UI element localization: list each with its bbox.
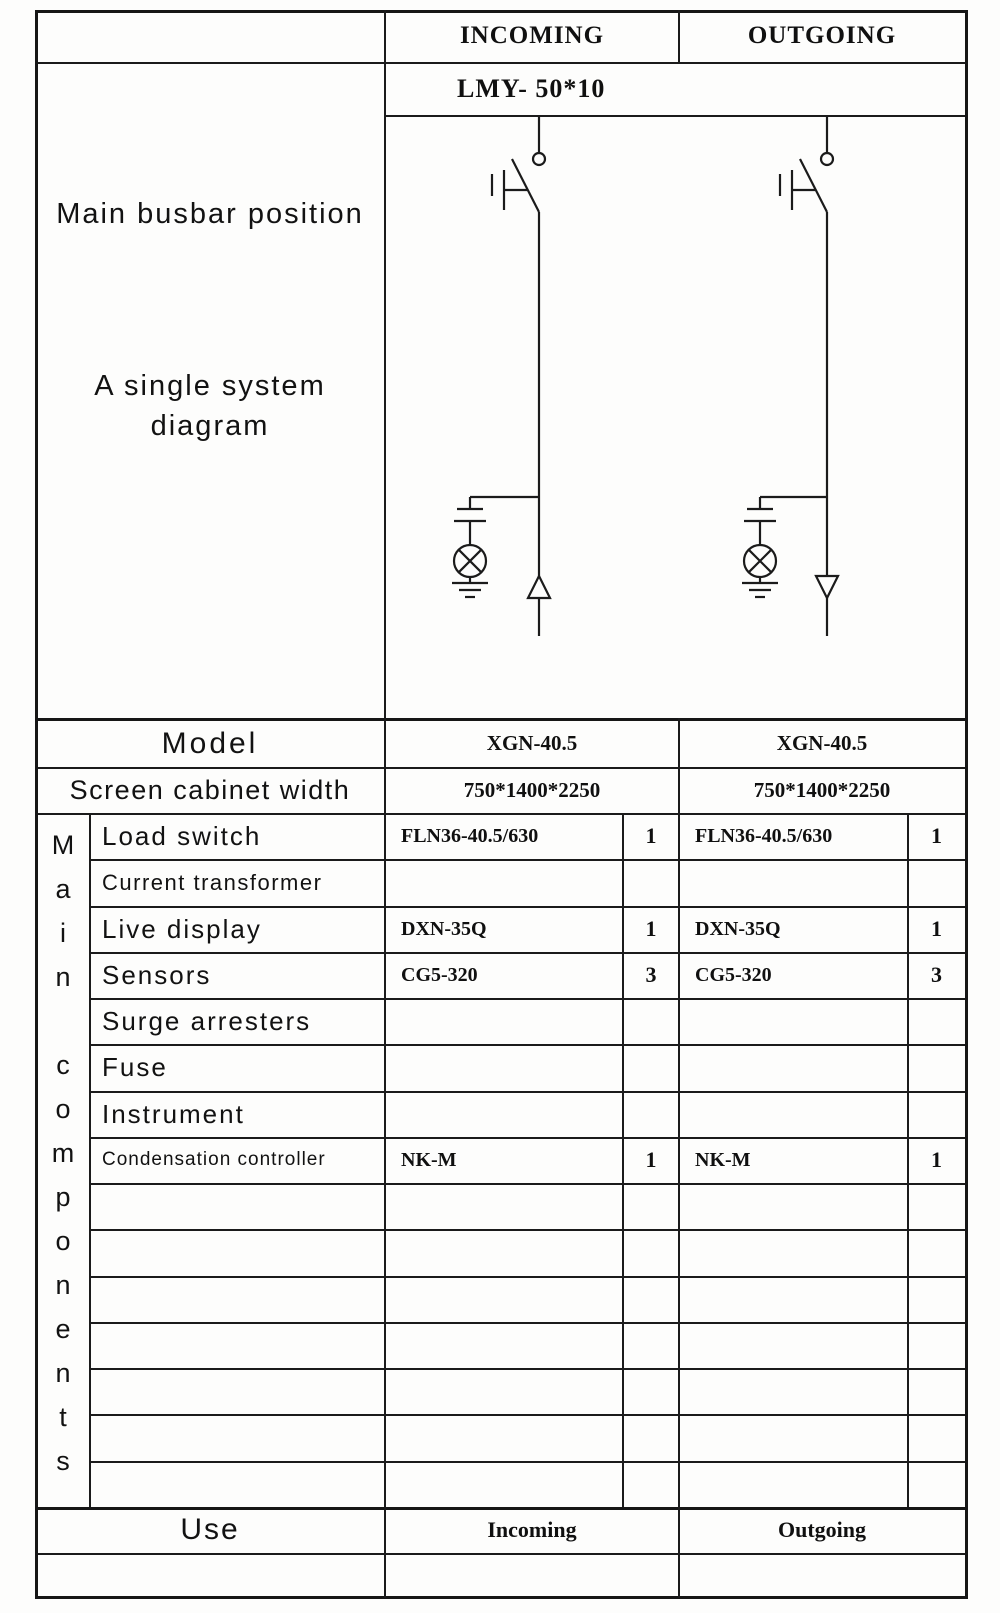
component-label [90,1322,385,1368]
outgoing-spec: CG5-320 [695,963,772,986]
component-row-fuse [90,1044,965,1091]
incoming-spec [385,1461,623,1507]
grid-line [35,718,965,721]
outgoing-qty [908,1276,965,1322]
incoming-qty [623,1229,679,1276]
component-label [90,1414,385,1461]
outgoing-qty [908,1368,965,1414]
outgoing-spec [679,1368,908,1414]
component-label [90,1461,385,1507]
incoming-spec [385,1044,623,1091]
incoming-qty [623,859,679,906]
component-label: Live display [102,913,262,944]
component-label: Fuse [102,1052,168,1082]
grid-line [35,767,965,769]
outgoing-qty [908,1229,965,1276]
outgoing-qty [908,1044,965,1091]
incoming-live-display-sensor-icon [454,497,486,545]
outgoing-contact-icon [821,153,833,165]
grid-line [90,1137,965,1139]
incoming-qty [623,1414,679,1461]
cabinet-width-label: Screen cabinet width [69,774,351,805]
outgoing-arrow-down-icon [816,576,838,598]
use-row-label: Use [180,1513,240,1546]
incoming-qty [623,1276,679,1322]
incoming-contact-icon [533,153,545,165]
outgoing-spec [679,1276,908,1322]
component-label: Current transformer [102,869,323,895]
grid-line [90,1368,965,1370]
outgoing-spec [679,1322,908,1368]
incoming-spec [385,1414,623,1461]
outgoing-qty: 1 [931,916,942,941]
outgoing-ground-icon [742,577,778,597]
model-row-label: Model [161,726,259,760]
component-row-sensors [90,952,965,998]
incoming-qty: 1 [645,823,657,848]
component-row-surge-arresters [90,998,965,1044]
incoming-lamp-icon [454,545,486,577]
component-row-empty [90,1414,965,1461]
grid-line [385,115,965,117]
component-row-empty [90,1368,965,1414]
outgoing-qty [908,1461,965,1507]
use-outgoing: Outgoing [777,1517,867,1542]
outgoing-qty: 1 [931,823,942,848]
incoming-qty [623,998,679,1044]
incoming-qty: 3 [645,962,657,987]
outgoing-live-display-sensor-icon [744,497,776,545]
outgoing-spec [679,1091,908,1137]
grid-line [907,813,909,1507]
component-label: Instrument [102,1098,245,1129]
grid-line [90,1229,965,1231]
incoming-qty [623,1322,679,1368]
component-row-load-switch [90,813,965,859]
component-row-condensation-controller [90,1137,965,1183]
component-row-empty [90,1229,965,1276]
incoming-qty: 1 [645,916,657,941]
incoming-qty [623,1091,679,1137]
incoming-spec [385,1276,623,1322]
incoming-switch-blade-icon [512,159,539,212]
single-system-diagram-label: A single system diagram [94,370,326,442]
grid-line [35,1507,965,1510]
outgoing-spec: DXN-35Q [695,917,781,940]
incoming-qty [623,1044,679,1091]
grid-line [90,1414,965,1416]
busbar-spec: LMY- 50*10 [457,73,606,103]
incoming-arrow-up-icon [528,576,550,598]
component-label [90,1276,385,1322]
component-row-empty [90,1461,965,1507]
incoming-feeder-diagram [452,115,550,636]
outgoing-qty: 1 [931,1147,942,1172]
grid-line [90,1183,965,1185]
table-border-bottom [35,1596,968,1599]
busbar-position-label: Main busbar position [56,198,364,230]
incoming-spec: FLN36-40.5/630 [401,824,539,847]
outgoing-spec [679,1183,908,1229]
incoming-qty [623,1461,679,1507]
component-label [90,1183,385,1229]
incoming-spec [385,859,623,906]
incoming-spec: CG5-320 [401,963,478,986]
incoming-spec [385,1368,623,1414]
outgoing-lamp-icon [744,545,776,577]
grid-line [678,10,680,62]
outgoing-spec [679,1044,908,1091]
grid-line [35,813,965,815]
grid-line [35,62,965,64]
grid-line [90,906,965,908]
incoming-spec: NK-M [401,1148,457,1171]
table-border-right [965,10,968,1599]
incoming-ground-icon [452,577,488,597]
outgoing-spec: NK-M [695,1148,751,1171]
grid-line [90,1461,965,1463]
incoming-spec [385,998,623,1044]
component-row-empty [90,1183,965,1229]
grid-line [90,1044,965,1046]
header-incoming: INCOMING [459,22,605,49]
outgoing-spec [679,859,908,906]
incoming-spec [385,1183,623,1229]
outgoing-spec [679,1229,908,1276]
component-row-current-transformer [90,859,965,906]
grid-line [622,813,624,1507]
incoming-spec [385,1322,623,1368]
cabinet-width-outgoing: 750*1400*2250 [753,777,891,802]
grid-line [384,10,386,1598]
outgoing-switch-blade-icon [800,159,827,212]
grid-line [90,998,965,1000]
incoming-qty: 1 [645,1147,657,1172]
grid-line [90,1322,965,1324]
grid-line [90,1091,965,1093]
component-label: Sensors [102,959,212,990]
main-components-strip [37,816,88,1504]
outgoing-qty [908,1183,965,1229]
table-border-top [35,10,968,13]
incoming-spec: DXN-35Q [401,917,487,940]
main-components-vertical-label: Main components [48,830,78,1490]
table-border-left [35,10,38,1599]
single-line-diagram [385,115,965,718]
outgoing-spec [679,1461,908,1507]
component-label [90,1368,385,1414]
outgoing-qty: 3 [931,962,942,987]
outgoing-qty [908,1322,965,1368]
component-label: Load switch [102,820,262,851]
incoming-spec [385,1229,623,1276]
outgoing-qty [908,859,965,906]
outgoing-qty [908,1414,965,1461]
component-row-live-display [90,906,965,952]
grid-line [89,813,91,1507]
component-row-empty [90,1276,965,1322]
grid-line [678,718,680,1598]
model-incoming: XGN-40.5 [486,731,578,755]
incoming-qty [623,1368,679,1414]
outgoing-spec: FLN36-40.5/630 [695,824,833,847]
incoming-qty [623,1183,679,1229]
component-label [90,1229,385,1276]
grid-line [90,1276,965,1278]
use-incoming: Incoming [487,1517,577,1542]
header-outgoing: OUTGOING [747,22,897,49]
outgoing-qty [908,1091,965,1137]
grid-line [90,859,965,861]
outgoing-qty [908,998,965,1044]
component-row-instrument [90,1091,965,1137]
component-label: Condensation controller [102,1149,326,1170]
outgoing-spec [679,1414,908,1461]
grid-line [35,1553,965,1555]
incoming-spec [385,1091,623,1137]
outgoing-feeder-diagram [742,115,838,636]
component-row-empty [90,1322,965,1368]
outgoing-spec [679,998,908,1044]
grid-line [90,952,965,954]
model-outgoing: XGN-40.5 [776,731,868,755]
component-label: Surge arresters [102,1005,312,1036]
cabinet-width-incoming: 750*1400*2250 [463,777,601,802]
